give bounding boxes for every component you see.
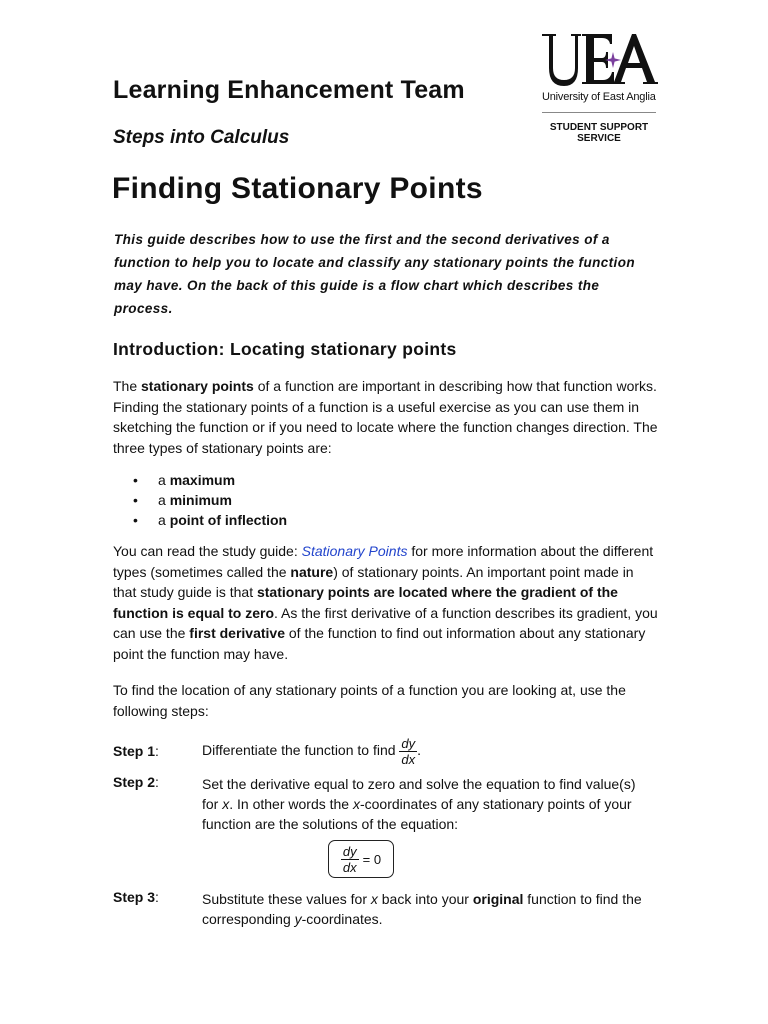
text-run: of a function are important in describing how that function works. Finding the stationary points of a function is a useful exercise as you can use them in sketching the function or if you need to locate where the function changes direction. The three types of stationary points are:: [113, 378, 658, 456]
text-run: Differentiate the function to find: [202, 742, 400, 759]
service-line-1: STUDENT SUPPORT: [549, 122, 649, 133]
uea-logo: [540, 30, 658, 150]
text-run: back into your: [377, 891, 473, 907]
step-3-text: [202, 889, 642, 929]
text-run: a: [158, 472, 170, 488]
text-run: ) of stationary points. An important point made in that study guide is that: [113, 563, 634, 600]
bold-term: stationary points are located where the gradient of the function is equal to zero: [113, 584, 618, 621]
variable-x: x: [370, 891, 378, 907]
text-run: :: [155, 889, 159, 905]
text-run: for more information about the different types (sometimes called the: [113, 543, 654, 580]
bold-term: first derivative: [189, 625, 285, 641]
series-subtitle: Steps into Calculus: [113, 127, 290, 148]
bold-term: stationary points: [141, 378, 254, 394]
variable-x: x: [222, 796, 230, 812]
list-item: [133, 470, 287, 490]
abstract: This guide describes how to use the first and the second derivatives of a function to help you to locate and classify any stationary points the function may have. On the back of this guide is a flow chart which describes the process.: [114, 232, 635, 316]
variable-y: y: [294, 911, 302, 927]
text-run: . As the first derivative of a function describes its gradient, you can use the: [113, 604, 658, 641]
text-run: .: [417, 742, 422, 759]
text-run: The: [113, 378, 142, 394]
bold-term: minimum: [169, 492, 232, 508]
fraction-numerator: dy: [401, 736, 416, 751]
intro-paragraph-2: [113, 541, 658, 664]
equation-box: [328, 840, 394, 878]
step-2-label: [113, 774, 159, 790]
bold-term: point of inflection: [169, 512, 288, 528]
text-run: function to find the corresponding: [202, 891, 642, 927]
step-3-label: [113, 889, 159, 905]
text-run: You can read the study guide:: [113, 543, 302, 559]
text-run: :: [155, 743, 159, 759]
step-2-text: [202, 774, 642, 834]
intro-paragraph-3: To find the location of any stationary points of a function you are looking at, use the following steps:: [113, 682, 626, 719]
text-run: -coordinates.: [301, 911, 383, 927]
list-item: [133, 490, 287, 510]
page-title: Finding Stationary Points: [112, 172, 483, 205]
bold-term: maximum: [169, 472, 236, 488]
fraction-denominator: dx: [401, 752, 416, 767]
text-run: a: [158, 492, 170, 508]
section-heading: Introduction: Locating stationary points: [113, 339, 457, 359]
text-run: Substitute these values for: [202, 891, 371, 907]
step-1-text: [202, 736, 662, 767]
step-label-text: Step 3: [113, 889, 156, 905]
text-run: :: [155, 774, 159, 790]
text-run: of the function to find out information about any stationary point the function may have.: [113, 625, 646, 662]
text-run: a: [158, 512, 170, 528]
step-1-label: [113, 743, 159, 759]
bold-term: original: [472, 891, 524, 907]
text-run: -coordinates of any stationary points of your function are the solutions of the equation:: [202, 796, 632, 832]
list-item: [133, 510, 287, 530]
dy-dx-fraction: [341, 844, 359, 875]
university-name: University of East Anglia: [542, 91, 656, 103]
text-run: . In other words the: [229, 796, 353, 812]
uea-logo-mark: [540, 30, 658, 90]
logo-divider: [542, 112, 656, 113]
text-run: Set the derivative equal to zero and solve the equation to find value(s) for: [202, 776, 636, 812]
step-label-text: Step 2: [113, 774, 156, 790]
dy-dx-fraction: [399, 736, 417, 767]
variable-x: x: [352, 796, 360, 812]
team-title: Learning Enhancement Team: [113, 76, 465, 104]
intro-paragraph-1: [113, 376, 658, 458]
service-line-2: SERVICE: [577, 133, 621, 144]
stationary-types-list: [133, 470, 287, 530]
equals-zero: = 0: [362, 851, 382, 867]
fraction-denominator: dx: [342, 859, 357, 875]
step-label-text: Step 1: [113, 743, 156, 759]
stationary-points-link[interactable]: Stationary Points: [301, 543, 408, 559]
fraction-numerator: dy: [342, 843, 357, 859]
bold-term: nature: [290, 563, 334, 580]
